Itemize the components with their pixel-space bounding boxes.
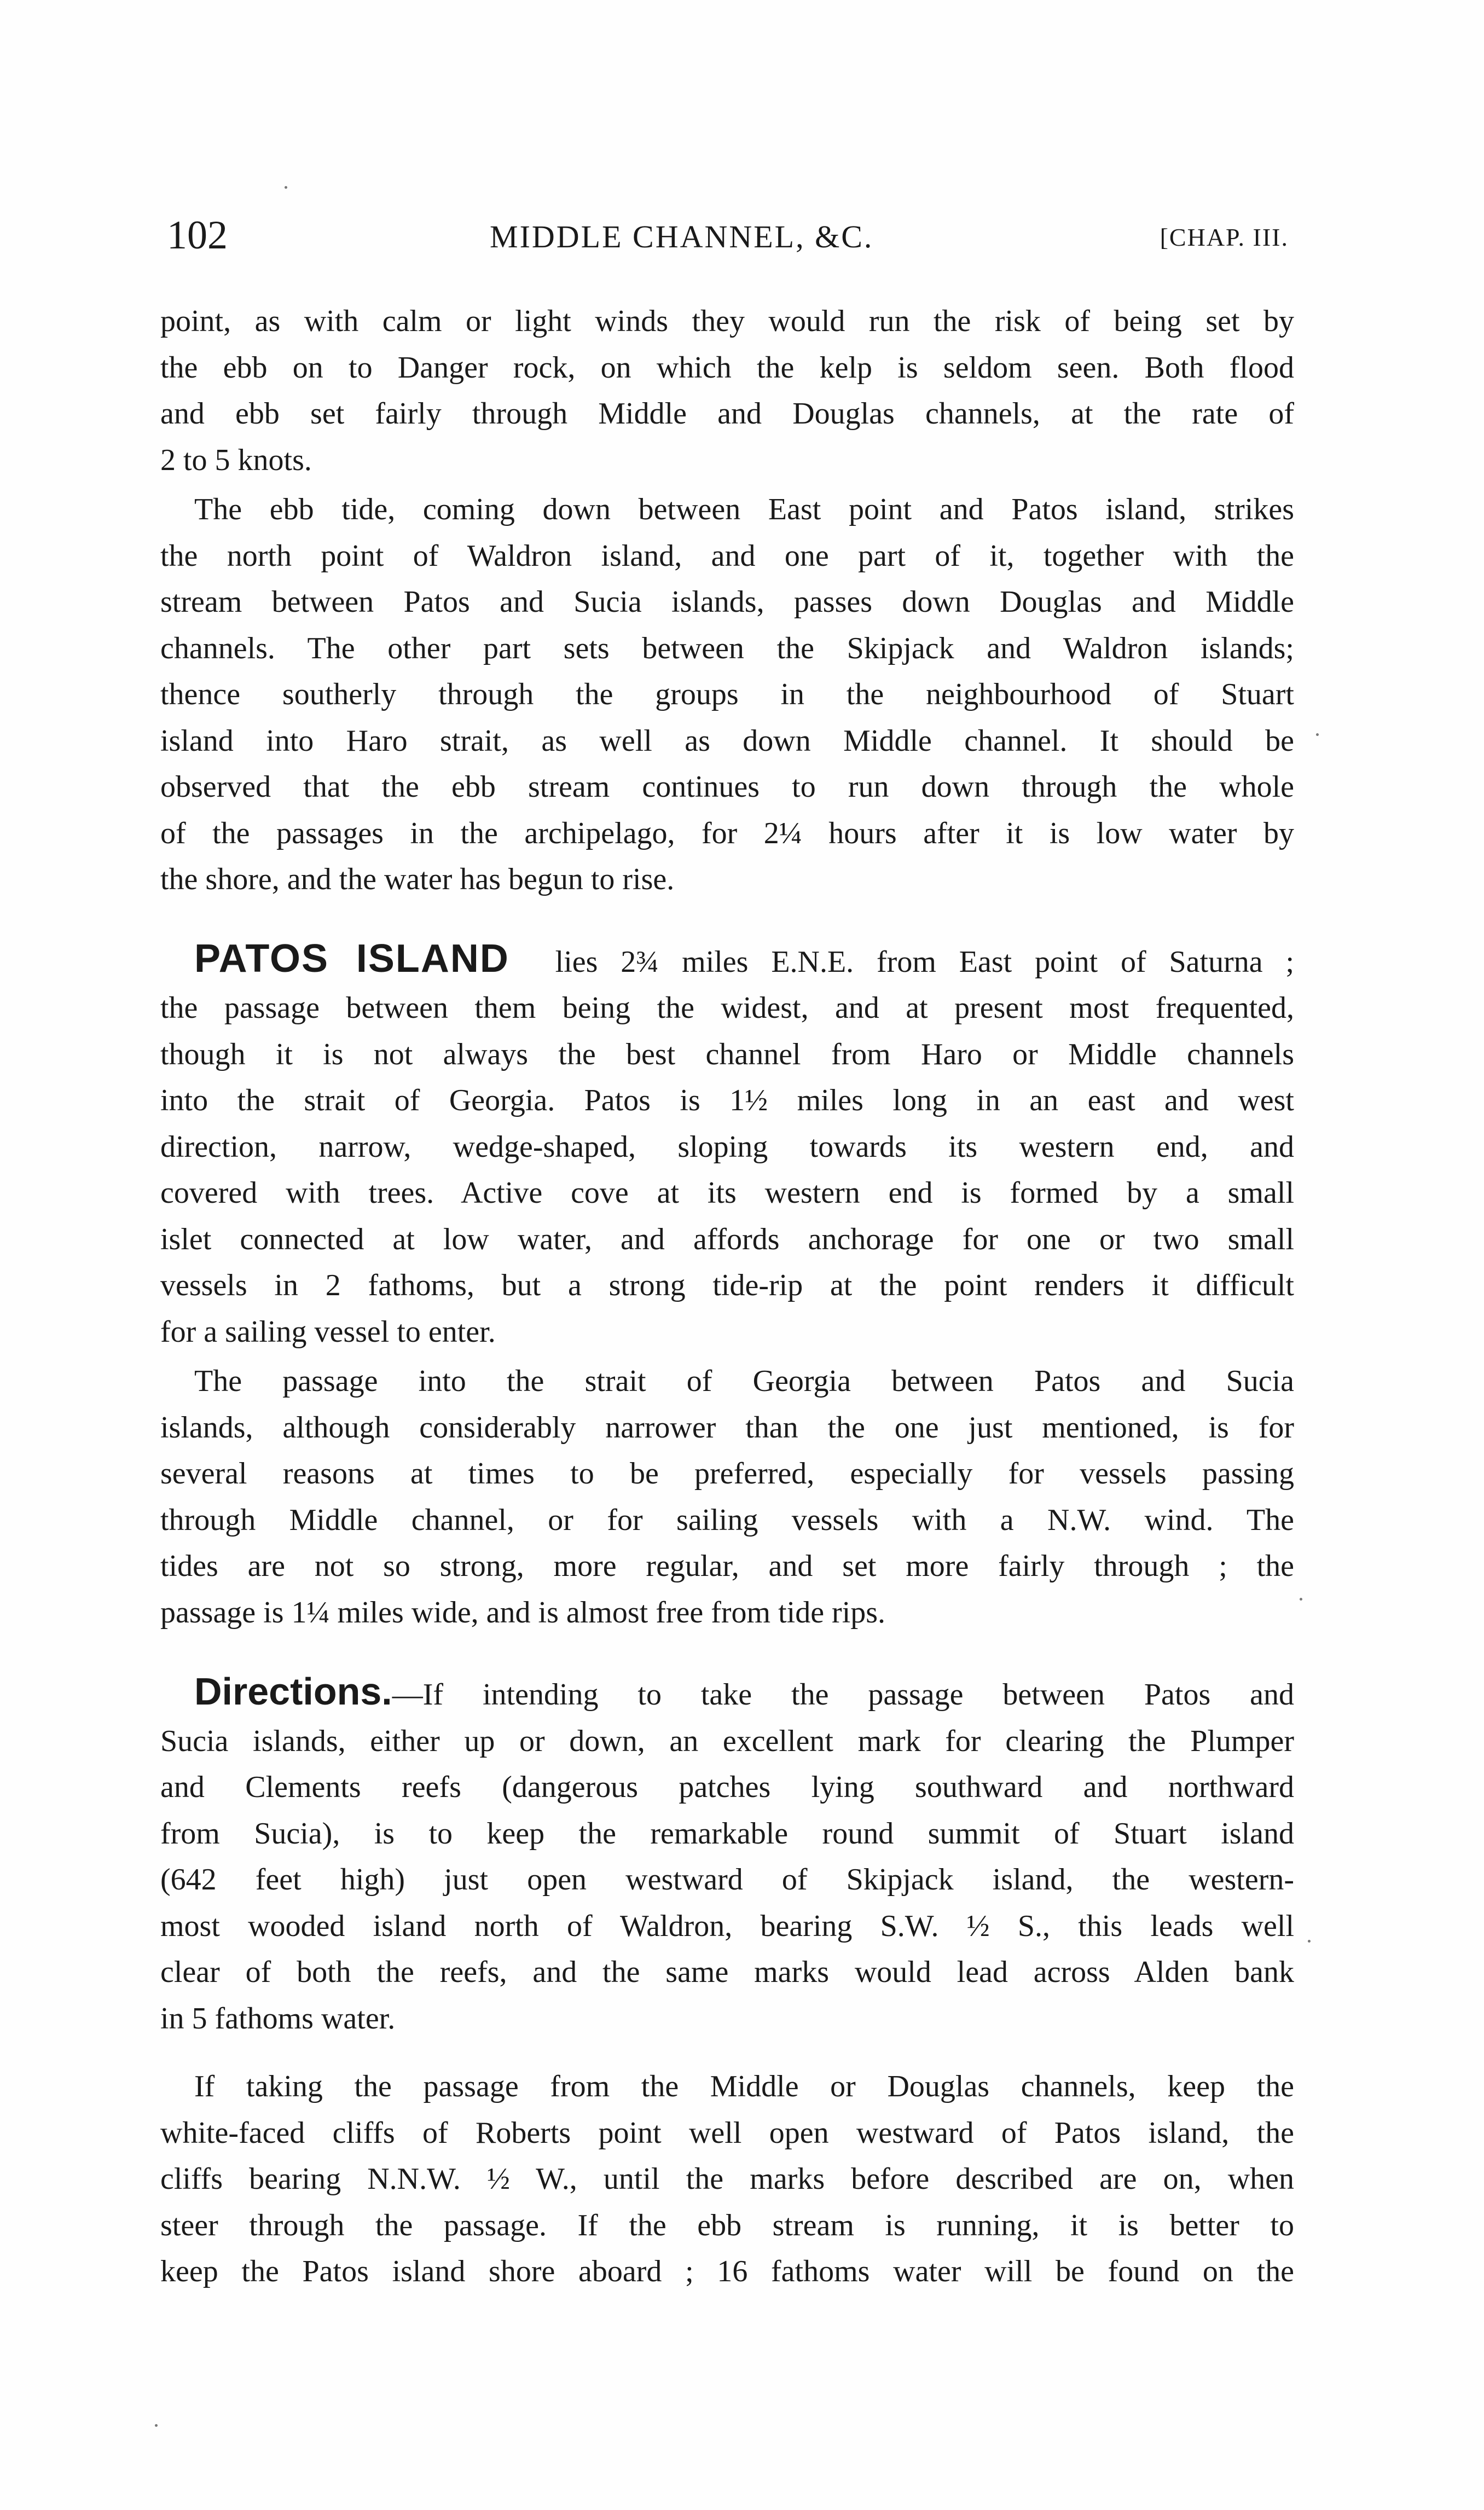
text-line: stream between Patos and Sucia islands, passes down Douglas and Middle xyxy=(160,585,1294,619)
paragraph-taking-passage xyxy=(160,2063,1294,2295)
paper-speck xyxy=(1308,1940,1311,1943)
text-line: the north point of Waldron island, and one part of it, together with the xyxy=(160,538,1294,573)
text-line: observed that the ebb stream continues to run down through the whole xyxy=(160,770,1294,804)
text-line: covered with trees. Active cove at its western end is formed by a small xyxy=(160,1176,1294,1210)
paper-speck xyxy=(155,2424,158,2427)
paragraph-patos-island xyxy=(160,936,1294,1355)
text-line: passage is 1¼ miles wide, and is almost free from tide rips. xyxy=(160,1595,886,1630)
text-line: 2 to 5 knots. xyxy=(160,443,312,477)
body-text xyxy=(160,298,1294,2295)
text-line: island into Haro strait, as well as down Middle channel. It should be xyxy=(160,723,1294,758)
paragraph-directions xyxy=(160,1668,1294,2042)
text-line: most wooded island north of Waldron, bearing S.W. ½ S., this leads well xyxy=(160,1909,1294,1943)
heading-line-rest: lies 2¾ miles E.N.E. from East point of Saturna ; xyxy=(555,944,1294,979)
paragraph-1 xyxy=(160,298,1294,483)
text-line: cliffs bearing N.N.W. ½ W., until the marks before described are on, when xyxy=(160,2162,1294,2196)
text-line: and ebb set fairly through Middle and Douglas channels, at the rate of xyxy=(160,397,1294,431)
text-line: steer through the passage. If the ebb stream is running, it is better to xyxy=(160,2208,1294,2242)
text-line: The ebb tide, coming down between East point and Patos island, strikes xyxy=(194,492,1294,526)
text-line: channels. The other part sets between the Skipjack and Waldron islands; xyxy=(160,631,1294,665)
text-line: from Sucia), is to keep the remarkable round summit of Stuart island xyxy=(160,1816,1294,1851)
page-header xyxy=(167,211,1289,260)
text-line: (642 feet high) just open westward of Skipjack island, the western- xyxy=(160,1863,1294,1897)
chapter-reference: [CHAP. III. xyxy=(1160,223,1289,251)
text-line: though it is not always the best channel from Haro or Middle channels xyxy=(160,1037,1294,1071)
text-line xyxy=(160,1668,1294,1718)
section-heading-patos-island: PATOS ISLAND xyxy=(194,936,509,981)
text-line: The passage into the strait of Georgia between Patos and Sucia xyxy=(194,1364,1294,1398)
text-line: of the passages in the archipelago, for 2¼ hours after it is low water by xyxy=(160,816,1294,850)
paper-speck xyxy=(1316,733,1319,736)
text-line: for a sailing vessel to enter. xyxy=(160,1314,496,1349)
text-line: tides are not so strong, more regular, and set more fairly through ; the xyxy=(160,1549,1294,1583)
text-line: vessels in 2 fathoms, but a strong tide-rip at the point renders it difficult xyxy=(160,1268,1294,1302)
text-line: the shore, and the water has begun to rise. xyxy=(160,862,675,896)
paragraph-2 xyxy=(160,486,1294,903)
text-line: Sucia islands, either up or down, an excellent mark for clearing the Plumper xyxy=(160,1724,1294,1758)
page-number: 102 xyxy=(167,213,228,258)
section-heading-directions: Directions. xyxy=(194,1670,392,1713)
text-line: direction, narrow, wedge-shaped, sloping towards its western end, and xyxy=(160,1129,1294,1164)
paper-speck xyxy=(285,186,287,189)
text-line: the passage between them being the widest, and at present most frequented, xyxy=(160,991,1294,1025)
text-line: clear of both the reefs, and the same marks would lead across Alden bank xyxy=(160,1955,1294,1989)
text-line: white-faced cliffs of Roberts point well open westward of Patos island, the xyxy=(160,2115,1294,2150)
text-line: the ebb on to Danger rock, on which the kelp is seldom seen. Both flood xyxy=(160,350,1294,385)
heading-line-rest: —If intending to take the passage between Patos and xyxy=(392,1678,1294,1712)
text-line: islands, although considerably narrower than the one just mentioned, is for xyxy=(160,1410,1294,1445)
text-line: into the strait of Georgia. Patos is 1½ miles long in an east and west xyxy=(160,1083,1294,1117)
text-line: keep the Patos island shore aboard ; 16 fathoms water will be found on the xyxy=(160,2254,1294,2288)
text-line: in 5 fathoms water. xyxy=(160,2001,396,2036)
text-line: If taking the passage from the Middle or Douglas channels, keep the xyxy=(194,2070,1294,2103)
text-line: thence southerly through the groups in the neighbourhood of Stuart xyxy=(160,677,1294,711)
text-line: and Clements reefs (dangerous patches lying southward and northward xyxy=(160,1770,1294,1804)
text-line: several reasons at times to be preferred, especially for vessels passing xyxy=(160,1457,1294,1491)
text-line: through Middle channel, or for sailing vessels with a N.W. wind. The xyxy=(160,1503,1294,1537)
text-line xyxy=(160,936,1294,986)
text-line: islet connected at low water, and affords anchorage for one or two small xyxy=(160,1222,1294,1256)
text-line: point, as with calm or light winds they would run the risk of being set by xyxy=(160,304,1294,338)
running-title: MIDDLE CHANNEL, &C. xyxy=(490,219,874,254)
paragraph-passage xyxy=(160,1358,1294,1636)
paper-speck xyxy=(1300,1598,1302,1601)
